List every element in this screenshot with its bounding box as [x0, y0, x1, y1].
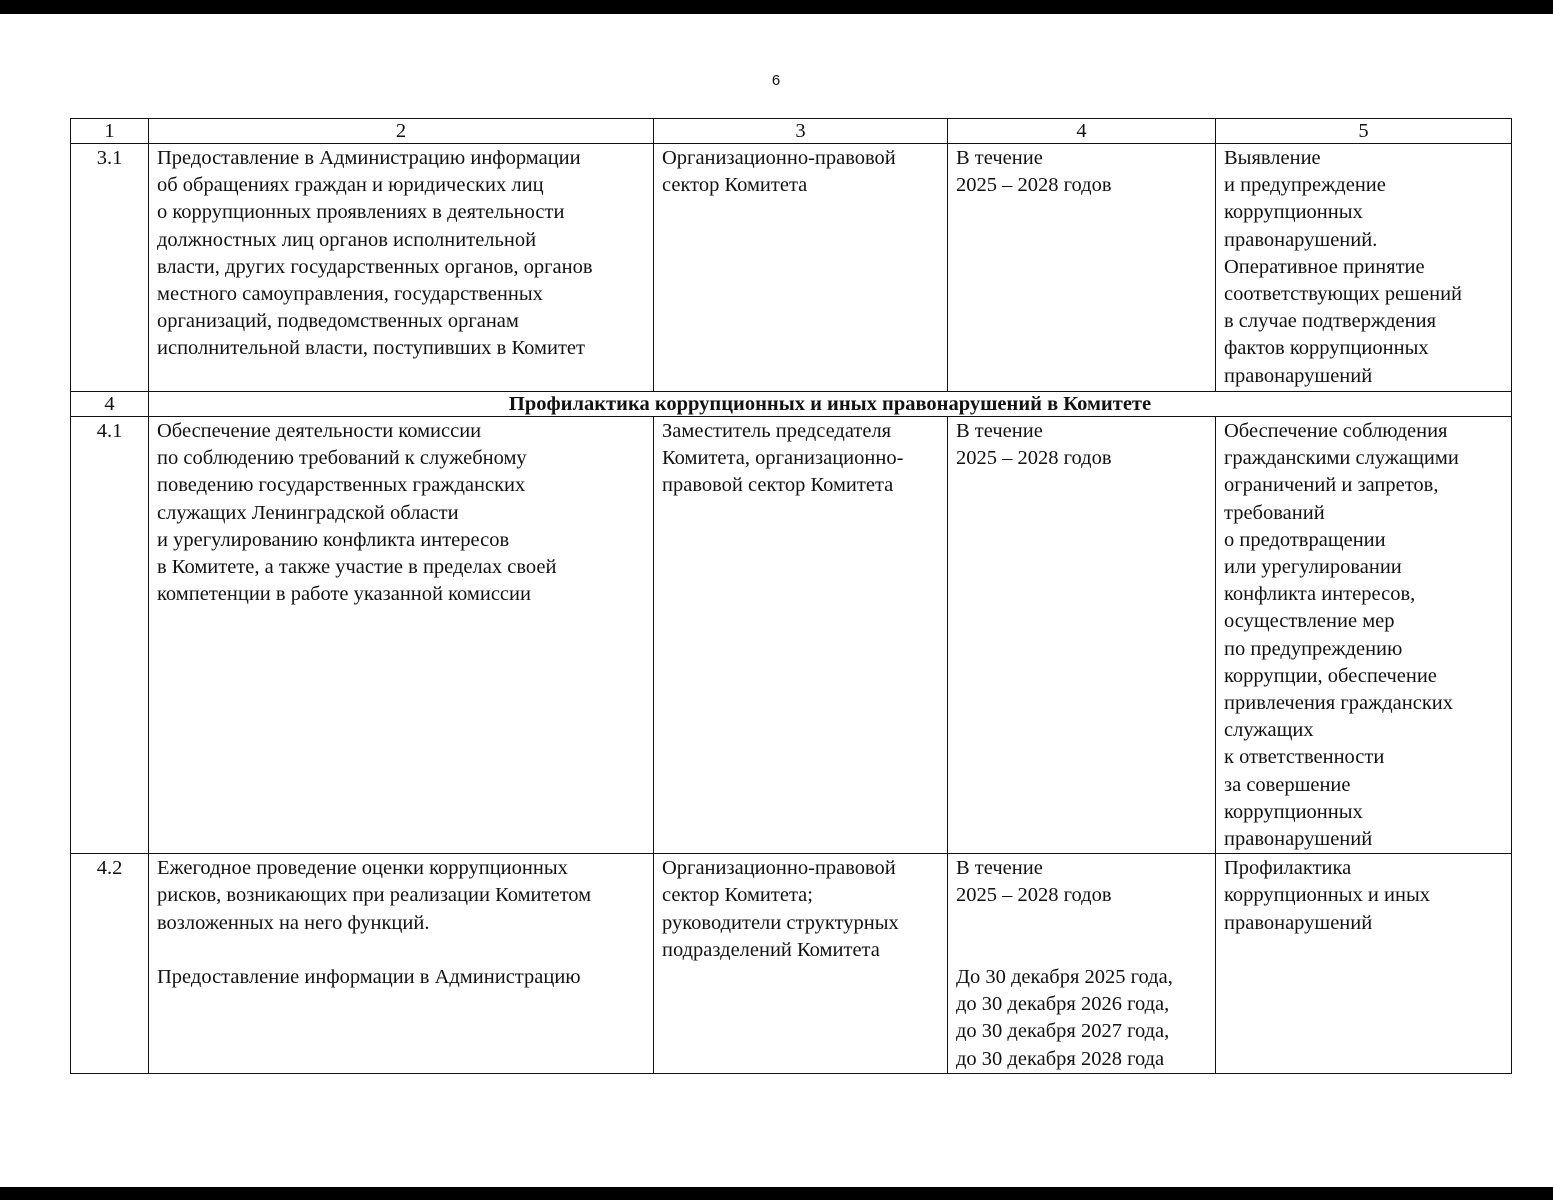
section-row — [71, 392, 1512, 417]
section-number: 4 — [71, 392, 149, 417]
activity-cell: Обеспечение деятельности комиссии по соблюдению требований к служебному поведению государственных гражданских служащих Ленинградской области и урегулированию конфликта интересов в Комитете, а также участие в пределах своей компетенции в работе указанной комиссии — [149, 417, 654, 854]
term-cell: В течение 2025 – 2028 годов — [948, 144, 1216, 392]
table-row — [71, 144, 1512, 392]
result-cell: Выявление и предупреждение коррупционных правонарушений. Оперативное принятие соответствующих решений в случае подтверждения фактов коррупционных правонарушений — [1216, 144, 1512, 392]
column-number: 1 — [71, 119, 149, 144]
section-title: Профилактика коррупционных и иных правонарушений в Комитете — [149, 392, 1512, 417]
term-cell: В течение 2025 – 2028 годов — [948, 417, 1216, 854]
column-number-row — [71, 119, 1512, 144]
row-number: 3.1 — [71, 144, 149, 392]
table-row — [71, 417, 1512, 854]
anti-corruption-plan-table — [70, 118, 1512, 1074]
column-number: 3 — [654, 119, 948, 144]
column-number: 2 — [149, 119, 654, 144]
term-cell: В течение 2025 – 2028 годов До 30 декабря 2025 года, до 30 декабря 2026 года, до 30 декабря 2027 года, до 30 декабря 2028 года — [948, 854, 1216, 1074]
responsible-cell: Заместитель председателя Комитета, организационно- правовой сектор Комитета — [654, 417, 948, 854]
activity-cell: Ежегодное проведение оценки коррупционных рисков, возникающих при реализации Комитетом возложенных на него функций. Предоставление информации в Администрацию — [149, 854, 654, 1074]
table-row — [71, 854, 1512, 1074]
row-number: 4.2 — [71, 854, 149, 1074]
responsible-cell: Организационно-правовой сектор Комитета — [654, 144, 948, 392]
result-cell: Профилактика коррупционных и иных правонарушений — [1216, 854, 1512, 1074]
scan-edge-bottom — [0, 1187, 1553, 1200]
column-number: 5 — [1216, 119, 1512, 144]
activity-cell: Предоставление в Администрацию информации об обращениях граждан и юридических лиц о коррупционных проявлениях в деятельности должностных лиц органов исполнительной власти, других государственных органов, органов местного самоуправления, государственных организаций, подведомственных органам исполнительной власти, поступивших в Комитет — [149, 144, 654, 392]
responsible-cell: Организационно-правовой сектор Комитета; руководители структурных подразделений Комитета — [654, 854, 948, 1074]
scan-edge-top — [0, 0, 1553, 14]
result-cell: Обеспечение соблюдения гражданскими служащими ограничений и запретов, требований о предотвращении или урегулировании конфликта интересов, осуществление мер по предупреждению коррупции, обеспечение привлечения гражданских служащих к ответственности за совершение коррупционных правонарушений — [1216, 417, 1512, 854]
column-number: 4 — [948, 119, 1216, 144]
row-number: 4.1 — [71, 417, 149, 854]
page-number: 6 — [771, 72, 781, 89]
